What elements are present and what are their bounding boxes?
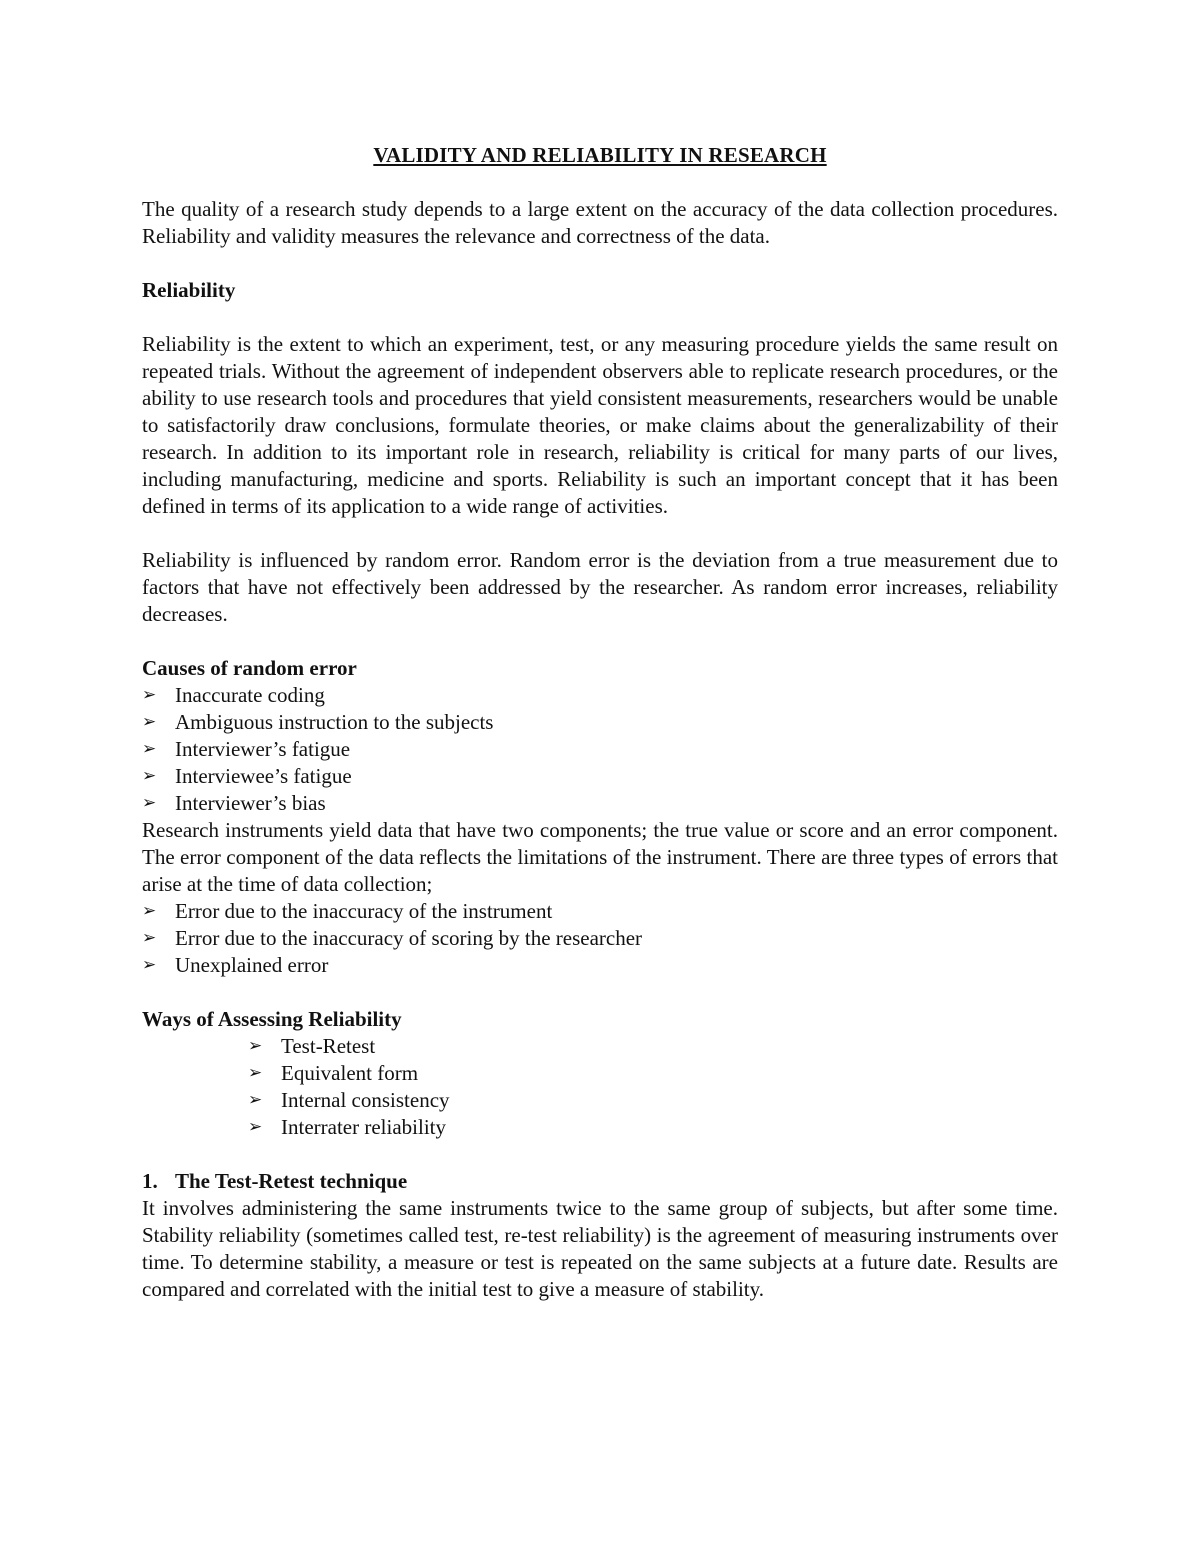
- arrow-bullet-icon: ➢: [142, 955, 157, 975]
- list-item: [142, 952, 1058, 979]
- list-item: [248, 1060, 1058, 1087]
- arrow-bullet-icon: ➢: [142, 712, 157, 732]
- spacer: [142, 520, 1058, 547]
- reliability-heading: Reliability: [142, 278, 236, 302]
- list-item-text: Inaccurate coding: [175, 683, 325, 707]
- causes-heading: Causes of random error: [142, 656, 357, 680]
- arrow-bullet-icon: ➢: [142, 766, 157, 786]
- error-types-list: [142, 898, 1058, 979]
- list-item-text: Error due to the inaccuracy of scoring by the researcher: [175, 926, 643, 950]
- arrow-bullet-icon: ➢: [142, 793, 157, 813]
- list-item-text: Interrater reliability: [281, 1115, 446, 1139]
- section-number: 1.: [142, 1169, 158, 1193]
- spacer: [142, 250, 1058, 277]
- document-page: [142, 142, 1058, 1303]
- spacer: [142, 979, 1058, 1006]
- arrow-bullet-icon: ➢: [142, 928, 157, 948]
- list-item: [142, 763, 1058, 790]
- list-item: [142, 925, 1058, 952]
- list-item-text: Interviewee’s fatigue: [175, 764, 352, 788]
- arrow-bullet-icon: ➢: [142, 901, 157, 921]
- list-item: [142, 898, 1058, 925]
- arrow-bullet-icon: ➢: [142, 739, 157, 759]
- list-item: [248, 1033, 1058, 1060]
- causes-list: [142, 682, 1058, 817]
- list-item-text: Internal consistency: [281, 1088, 450, 1112]
- arrow-bullet-icon: ➢: [248, 1036, 263, 1056]
- test-retest-paragraph: It involves administering the same instruments twice to the same group of subjects, but after some time. Stability reliability (sometimes called test, re-test reliability) is the agreement of measuring instruments over time. To determine stability, a measure or test is repeated on the same subjects at a future date. Results are compared and correlated with the initial test to give a measure of stability.: [142, 1196, 1058, 1301]
- list-item-text: Interviewer’s fatigue: [175, 737, 351, 761]
- arrow-bullet-icon: ➢: [248, 1090, 263, 1110]
- reliability-paragraph-1: Reliability is the extent to which an experiment, test, or any measuring procedure yields the same result on repeated trials. Without the agreement of independent observers able to replicate research procedures, or the ability to use research tools and procedures that yield consistent measurements, researchers would be unable to satisfactorily draw conclusions, formulate theories, or make claims about the generalizability of their research. In addition to its important role in research, reliability is critical for many parts of our lives, including manufacturing, medicine and sports. Reliability is such an important concept that it has been defined in terms of its application to a wide range of activities.: [142, 332, 1058, 518]
- list-item-text: Test-Retest: [281, 1034, 376, 1058]
- list-item: [142, 682, 1058, 709]
- test-retest-heading: [142, 1168, 1058, 1195]
- components-paragraph: Research instruments yield data that have two components; the true value or score and an error component. The error component of the data reflects the limitations of the instrument. There are three types of errors that arise at the time of data collection;: [142, 818, 1058, 896]
- arrow-bullet-icon: ➢: [248, 1063, 263, 1083]
- list-item-text: Error due to the inaccuracy of the instrument: [175, 899, 553, 923]
- spacer: [142, 1141, 1058, 1168]
- list-item: [248, 1114, 1058, 1141]
- list-item: [142, 709, 1058, 736]
- spacer: [142, 304, 1058, 331]
- arrow-bullet-icon: ➢: [142, 685, 157, 705]
- ways-list: [142, 1033, 1058, 1141]
- arrow-bullet-icon: ➢: [248, 1117, 263, 1137]
- intro-paragraph: The quality of a research study depends to a large extent on the accuracy of the data collection procedures. Reliability and validity measures the relevance and correctness of the data.: [142, 197, 1058, 248]
- list-item-text: Unexplained error: [175, 953, 329, 977]
- list-item-text: Ambiguous instruction to the subjects: [175, 710, 494, 734]
- list-item: [248, 1087, 1058, 1114]
- spacer: [142, 628, 1058, 655]
- document-title: VALIDITY AND RELIABILITY IN RESEARCH: [373, 143, 827, 167]
- section-title: The Test-Retest technique: [175, 1169, 408, 1193]
- list-item: [142, 790, 1058, 817]
- list-item: [142, 736, 1058, 763]
- list-item-text: Interviewer’s bias: [175, 791, 326, 815]
- list-item-text: Equivalent form: [281, 1061, 419, 1085]
- reliability-paragraph-2: Reliability is influenced by random error. Random error is the deviation from a true measurement due to factors that have not effectively been addressed by the researcher. As random error increases, reliability decreases.: [142, 548, 1058, 626]
- ways-heading: Ways of Assessing Reliability: [142, 1007, 402, 1031]
